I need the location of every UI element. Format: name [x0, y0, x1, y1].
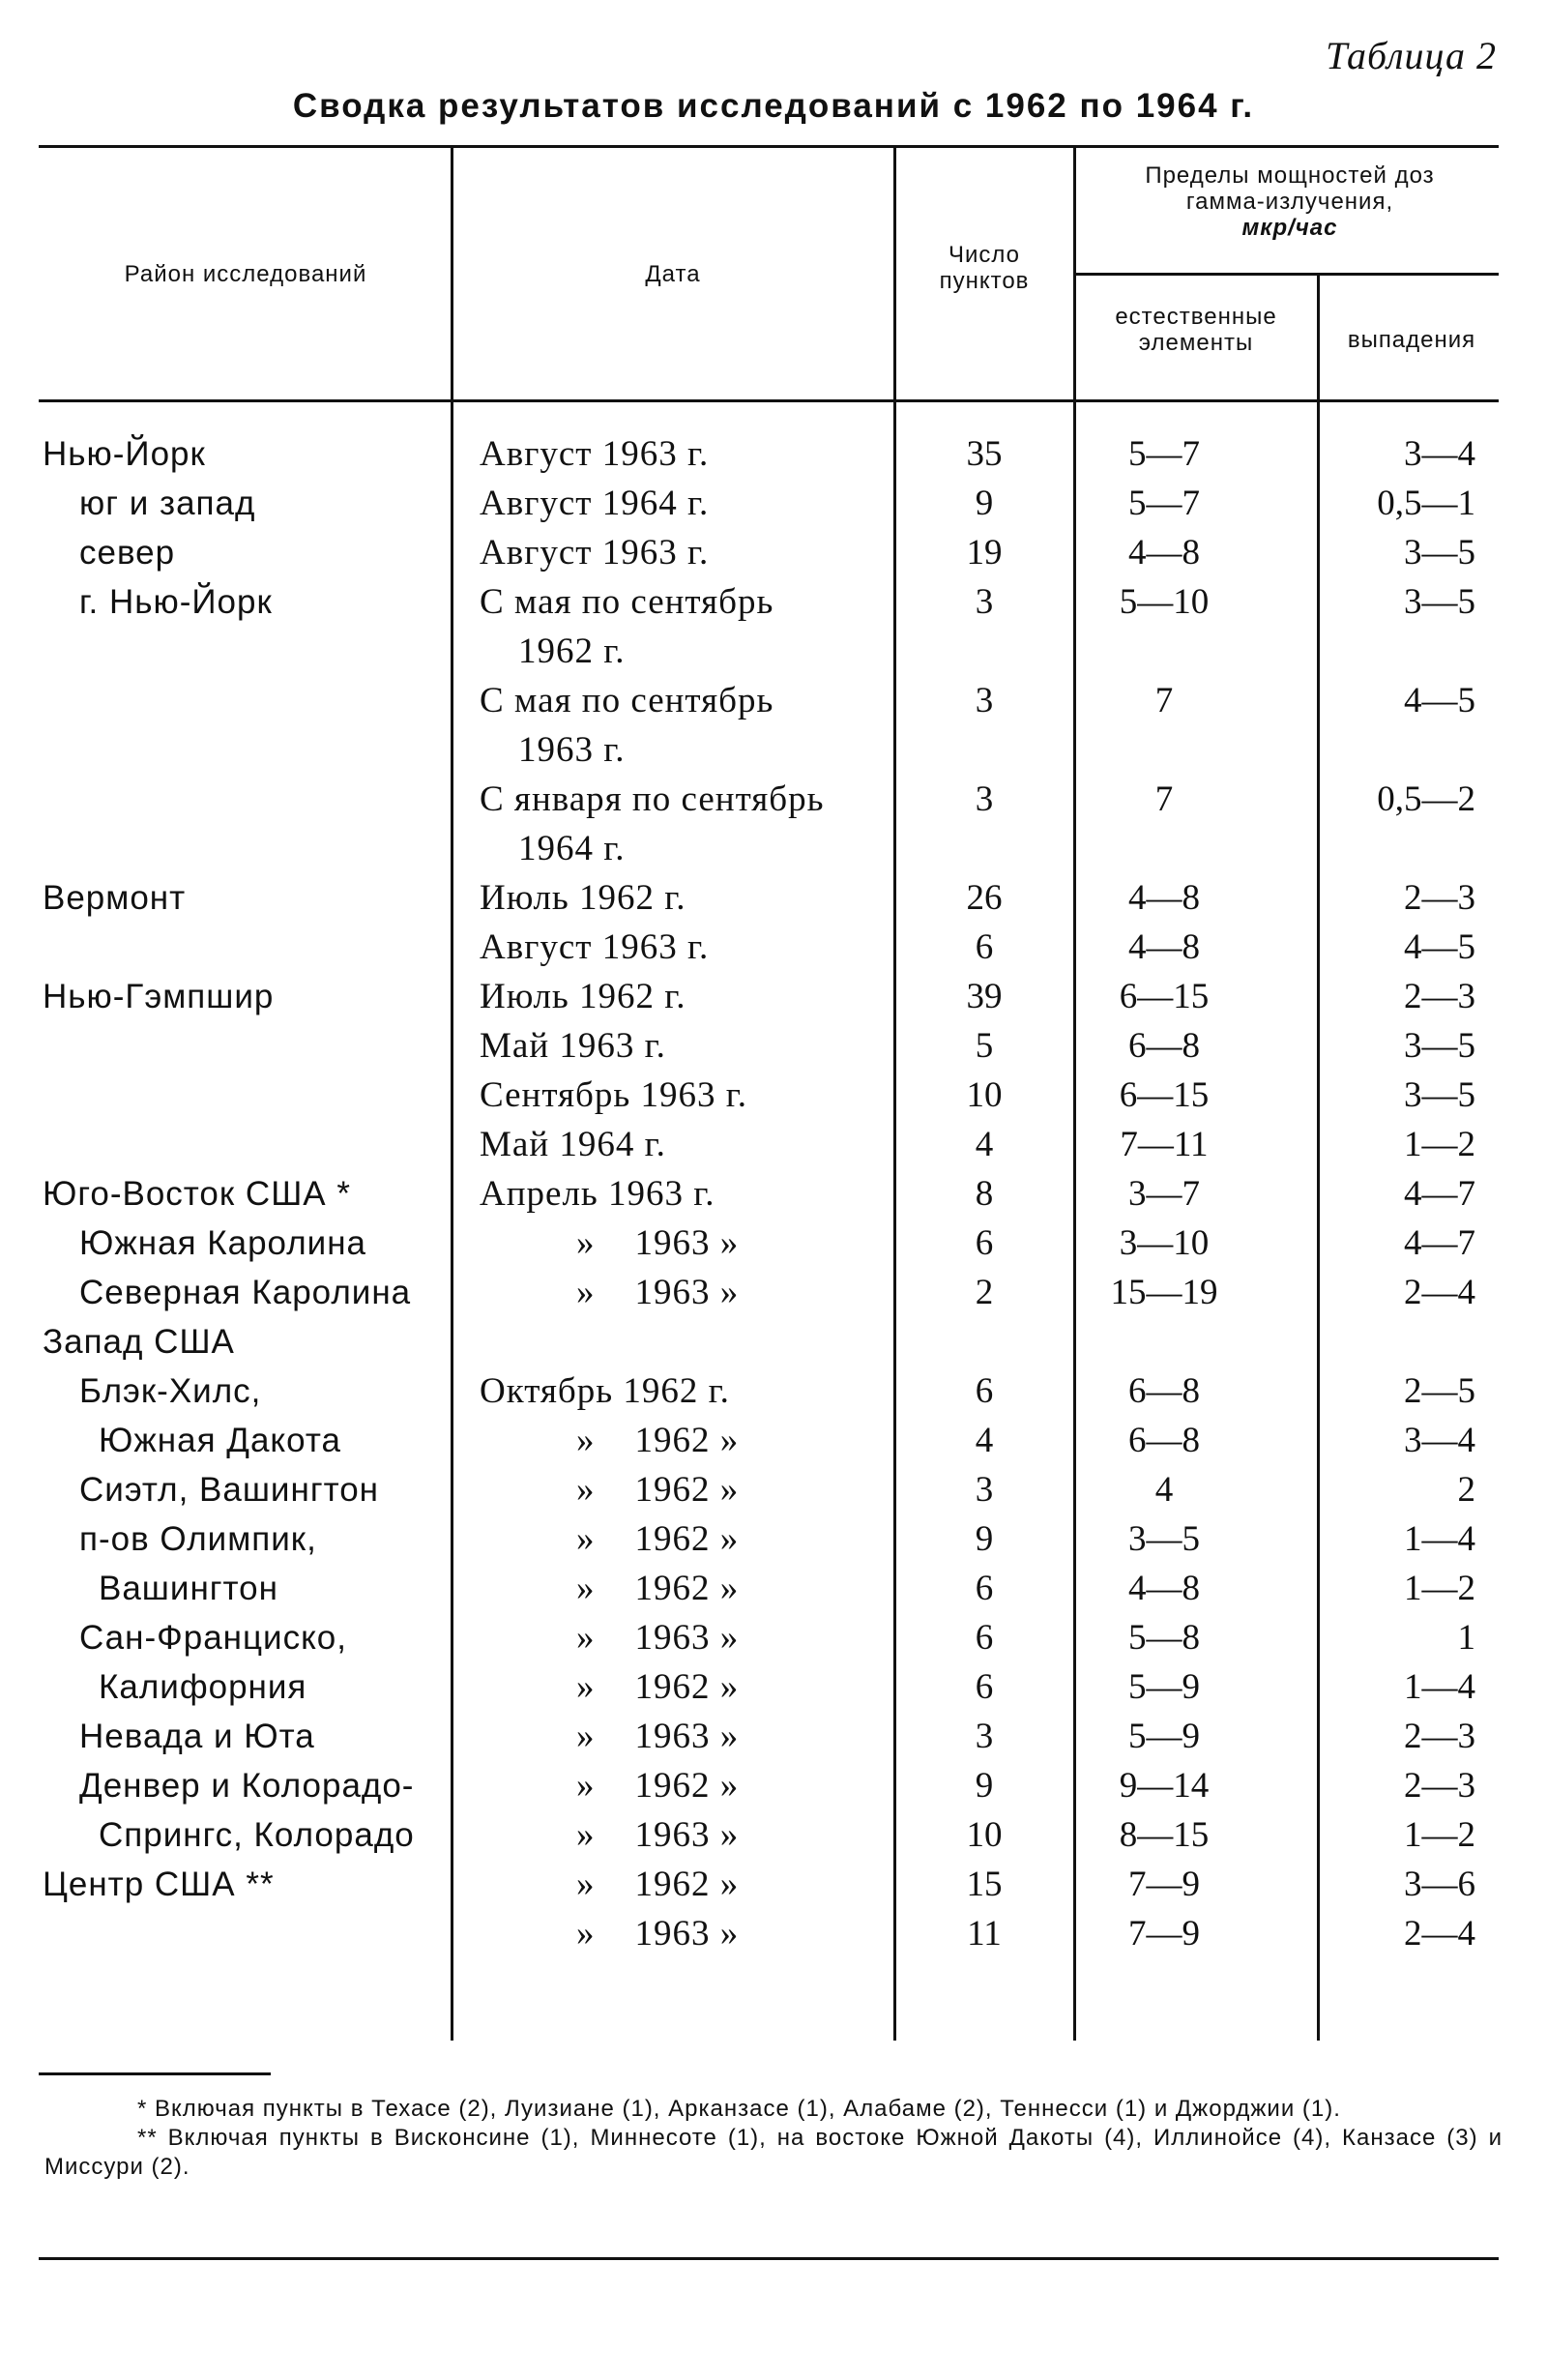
row-points: 15 [966, 1865, 1003, 1904]
row-fallout: 2—4 [1404, 1914, 1475, 1954]
row-date: Август 1963 г. [480, 927, 710, 967]
header-limits-line-1: Пределы мощностей доз [1145, 162, 1435, 189]
row-region: Нью-Йорк [43, 435, 206, 473]
row-date: Июль 1962 г. [480, 977, 686, 1016]
row-points: 3 [975, 1717, 994, 1756]
row-date: » 1963 » [576, 1717, 740, 1756]
row-natural: 4—8 [1128, 1569, 1200, 1608]
row-natural: 3—10 [1119, 1223, 1210, 1263]
row-fallout: 2 [1457, 1470, 1475, 1510]
row-region: Сиэтл, Вашингтон [79, 1471, 380, 1509]
row-natural: 3—7 [1128, 1174, 1200, 1214]
header-dose-limits [1077, 162, 1503, 241]
footnotes [44, 2095, 1503, 2182]
row-points: 26 [966, 878, 1003, 918]
row-region: Южная Каролина [79, 1224, 367, 1262]
row-region: Северная Каролина [79, 1274, 412, 1311]
row-fallout: 0,5—2 [1377, 779, 1475, 819]
row-fallout: 4—5 [1404, 681, 1475, 720]
footnote-separator [39, 2072, 271, 2075]
row-date: » 1962 » [576, 1470, 740, 1510]
column-divider-3 [1073, 148, 1076, 2041]
row-fallout: 1—2 [1404, 1815, 1475, 1855]
row-date: » 1962 » [576, 1865, 740, 1904]
row-natural: 7—9 [1128, 1865, 1200, 1904]
row-natural: 7 [1154, 779, 1174, 819]
row-natural: 5—9 [1128, 1717, 1200, 1756]
row-natural: 6—8 [1128, 1371, 1200, 1411]
row-date: » 1963 » [576, 1914, 740, 1954]
table-title: Сводка результатов исследований с 1962 по 1964 г. [292, 87, 1255, 125]
row-date: » 1962 » [576, 1421, 740, 1460]
row-natural: 6—15 [1119, 1075, 1210, 1115]
header-fallout-text: выпадения [1347, 327, 1476, 353]
row-date: » 1963 » [576, 1223, 740, 1263]
row-points: 4 [975, 1421, 994, 1460]
row-points: 35 [966, 434, 1003, 474]
row-points: 3 [975, 779, 994, 819]
row-fallout: 0,5—1 [1377, 484, 1475, 523]
row-natural: 8—15 [1119, 1815, 1210, 1855]
row-fallout: 3—4 [1404, 434, 1475, 474]
row-date: » 1962 » [576, 1569, 740, 1608]
row-region: Калифорния [99, 1668, 307, 1706]
row-natural: 4—8 [1128, 533, 1200, 573]
row-points: 9 [975, 1519, 994, 1559]
header-region [43, 261, 449, 287]
row-fallout: 2—3 [1404, 977, 1475, 1016]
row-points: 9 [975, 484, 994, 523]
row-fallout: 1—4 [1404, 1667, 1475, 1707]
row-points: 4 [975, 1125, 994, 1164]
row-region: юг и запад [79, 485, 256, 522]
row-date: С января по сентябрь [480, 779, 825, 819]
row-region: Юго-Восток США * [43, 1175, 351, 1213]
row-fallout: 4—7 [1404, 1223, 1475, 1263]
row-natural: 3—5 [1128, 1519, 1200, 1559]
row-natural: 7—9 [1128, 1914, 1200, 1954]
row-date: 1964 г. [518, 829, 626, 868]
row-date: Июль 1962 г. [480, 878, 686, 918]
row-natural: 7 [1154, 681, 1174, 720]
row-fallout: 2—3 [1404, 1717, 1475, 1756]
row-region: Южная Дакота [99, 1422, 341, 1459]
row-fallout: 2—3 [1404, 1766, 1475, 1806]
column-divider-2 [893, 148, 896, 2041]
row-region: Вашингтон [99, 1570, 278, 1607]
row-natural: 5—7 [1128, 484, 1200, 523]
row-natural: 4 [1154, 1470, 1174, 1510]
header-sub-rule [1073, 273, 1499, 276]
column-divider-1 [451, 148, 453, 2041]
row-fallout: 4—7 [1404, 1174, 1475, 1214]
row-fallout: 3—5 [1404, 582, 1475, 622]
row-region: Запад США [43, 1323, 235, 1361]
row-date: Май 1964 г. [480, 1125, 666, 1164]
row-date: Август 1964 г. [480, 484, 710, 523]
row-region: север [79, 534, 176, 572]
row-natural: 5—8 [1128, 1618, 1200, 1658]
row-points: 5 [975, 1026, 994, 1066]
row-region: Нью-Гэмпшир [43, 978, 275, 1015]
row-date: » 1962 » [576, 1766, 740, 1806]
table-top-rule [39, 145, 1499, 148]
row-date: С мая по сентябрь [480, 582, 774, 622]
table-number-label: Таблица 2 [1326, 34, 1497, 77]
header-points-line-2: пунктов [939, 268, 1030, 294]
header-natural-line-2: элементы [1138, 330, 1254, 356]
row-region: Денвер и Колорадо- [79, 1767, 415, 1805]
row-fallout: 4—5 [1404, 927, 1475, 967]
row-date: Май 1963 г. [480, 1026, 666, 1066]
row-points: 3 [975, 582, 994, 622]
row-date: Сентябрь 1963 г. [480, 1075, 748, 1115]
header-bottom-rule [39, 399, 1499, 402]
row-fallout: 3—5 [1404, 1026, 1475, 1066]
footnote-2: ** Включая пункты в Висконсине (1), Миннесоте (1), на востоке Южной Дакоты (4), Иллинойсе (4), Канзасе (3) и Миссури (2). [44, 2125, 1503, 2180]
column-divider-4 [1317, 276, 1320, 2041]
row-region: Вермонт [43, 879, 187, 917]
row-points: 3 [975, 1470, 994, 1510]
row-date: 1963 г. [518, 730, 626, 770]
header-limits-line-2: гамма-излучения, [1185, 189, 1394, 215]
row-natural: 6—15 [1119, 977, 1210, 1016]
row-points: 6 [975, 1223, 994, 1263]
header-limits-unit: мкр/час [1241, 215, 1338, 241]
row-fallout: 1—2 [1404, 1125, 1475, 1164]
header-points-line-1: Число [948, 242, 1021, 268]
row-date: Август 1963 г. [480, 434, 710, 474]
row-points: 19 [966, 533, 1003, 573]
row-fallout: 2—5 [1404, 1371, 1475, 1411]
row-fallout: 3—4 [1404, 1421, 1475, 1460]
row-date: » 1963 » [576, 1815, 740, 1855]
row-region: Спрингс, Колорадо [99, 1816, 415, 1854]
row-fallout: 3—6 [1404, 1865, 1475, 1904]
row-points: 10 [966, 1815, 1003, 1855]
row-fallout: 3—5 [1404, 1075, 1475, 1115]
row-date: » 1962 » [576, 1667, 740, 1707]
row-fallout: 3—5 [1404, 533, 1475, 573]
row-points: 6 [975, 1371, 994, 1411]
row-fallout: 2—3 [1404, 878, 1475, 918]
row-date: » 1963 » [576, 1273, 740, 1312]
row-natural: 5—10 [1119, 582, 1210, 622]
row-points: 8 [975, 1174, 994, 1214]
row-fallout: 2—4 [1404, 1273, 1475, 1312]
row-points: 9 [975, 1766, 994, 1806]
header-points [897, 242, 1071, 294]
row-region: Блэк-Хилс, [79, 1372, 262, 1410]
row-date: » 1962 » [576, 1519, 740, 1559]
row-points: 11 [967, 1914, 1002, 1954]
header-fallout [1321, 327, 1503, 353]
row-natural: 9—14 [1119, 1766, 1210, 1806]
row-region: п-ов Олимпик, [79, 1520, 317, 1558]
row-date: 1962 г. [518, 632, 626, 671]
row-region: Невада и Юта [79, 1718, 315, 1755]
row-region: Сан-Франциско, [79, 1619, 347, 1657]
row-date: » 1963 » [576, 1618, 740, 1658]
row-date: Август 1963 г. [480, 533, 710, 573]
row-region: Центр США ** [43, 1866, 275, 1903]
row-natural: 4—8 [1128, 878, 1200, 918]
row-date: С мая по сентябрь [480, 681, 774, 720]
page-bottom-rule [39, 2257, 1499, 2260]
row-natural: 6—8 [1128, 1026, 1200, 1066]
row-natural: 4—8 [1128, 927, 1200, 967]
row-date: Апрель 1963 г. [480, 1174, 715, 1214]
row-points: 6 [975, 1618, 994, 1658]
footnote-1: * Включая пункты в Техасе (2), Луизиане (1), Арканзасе (1), Алабаме (2), Теннесси (1) и Джорджии (1). [137, 2096, 1341, 2122]
header-natural [1077, 304, 1315, 356]
row-natural: 15—19 [1110, 1273, 1218, 1312]
row-fallout: 1—2 [1404, 1569, 1475, 1608]
row-natural: 7—11 [1120, 1125, 1209, 1164]
row-points: 6 [975, 1667, 994, 1707]
row-points: 2 [975, 1273, 994, 1312]
row-points: 6 [975, 927, 994, 967]
header-date-text: Дата [645, 261, 701, 287]
row-natural: 5—9 [1128, 1667, 1200, 1707]
row-points: 6 [975, 1569, 994, 1608]
row-fallout: 1—4 [1404, 1519, 1475, 1559]
header-natural-line-1: естественные [1115, 304, 1277, 330]
header-region-text: Район исследований [124, 261, 367, 287]
row-points: 10 [966, 1075, 1003, 1115]
row-points: 3 [975, 681, 994, 720]
header-date [454, 261, 891, 287]
row-natural: 6—8 [1128, 1421, 1200, 1460]
row-points: 39 [966, 977, 1003, 1016]
row-natural: 5—7 [1128, 434, 1200, 474]
row-fallout: 1 [1457, 1618, 1475, 1658]
row-date: Октябрь 1962 г. [480, 1371, 730, 1411]
row-region: г. Нью-Йорк [79, 583, 273, 621]
